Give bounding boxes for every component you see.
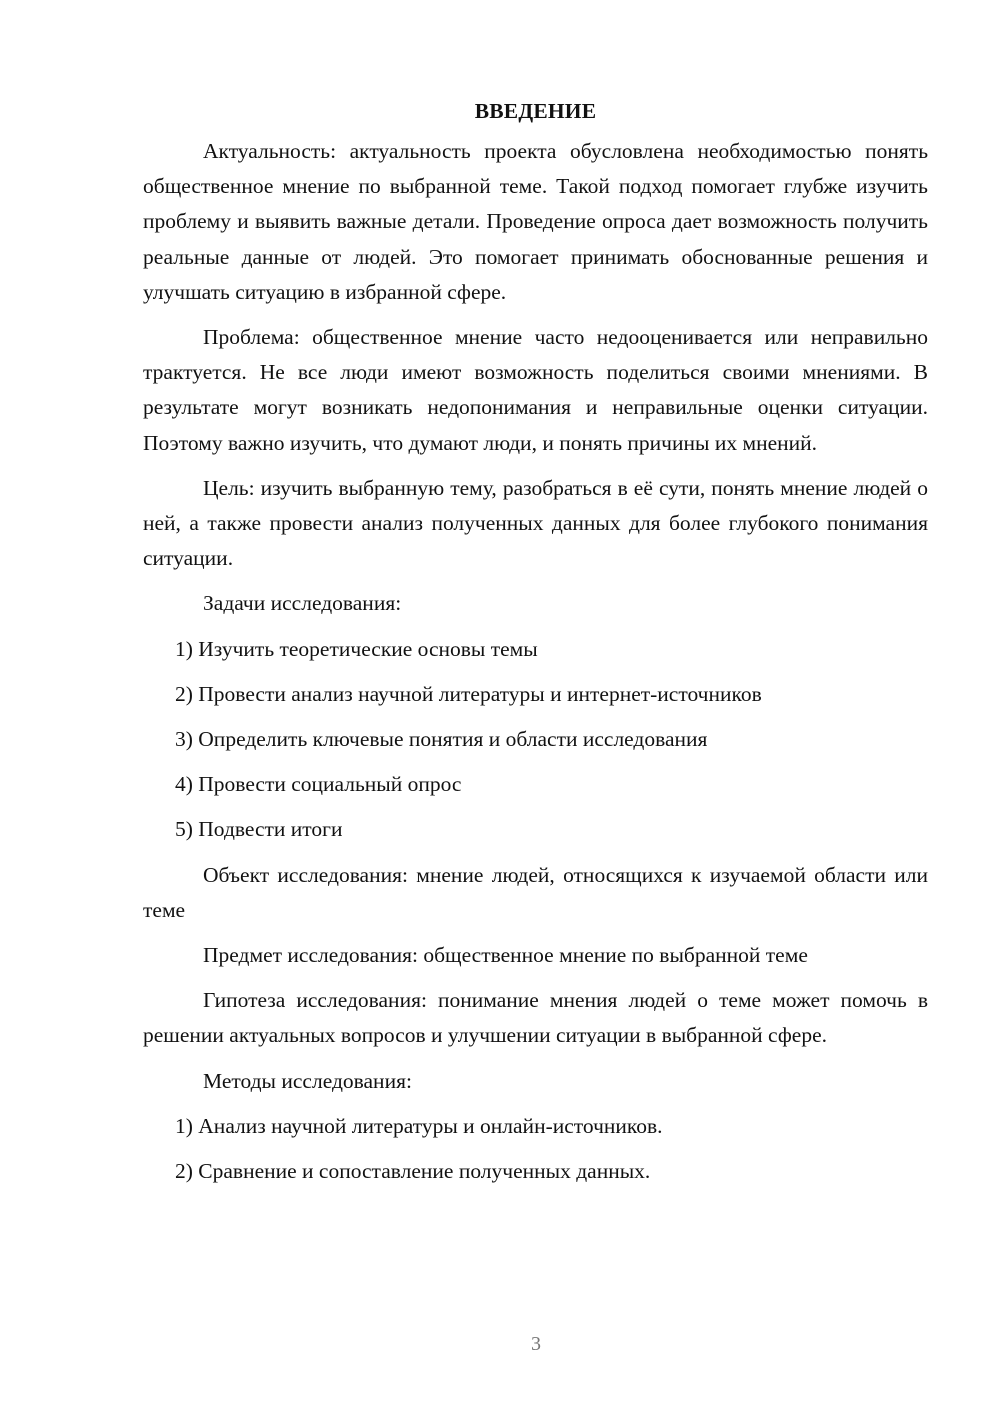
task-item: 2) Провести анализ научной литературы и интернет-источников: [175, 681, 762, 706]
relevance-paragraph: Актуальность: актуальность проекта обусловлена необходимостью понять общественное мнение по выбранной теме. Такой подход помогает глубже изучить проблему и выявить важные детали. Проведение опроса дает возможность получить реальные данные от людей. Это помогает принимать обоснованные решения и улучшать ситуацию в избранной сфере.: [143, 139, 928, 304]
method-item: 1) Анализ научной литературы и онлайн-источников.: [175, 1113, 663, 1138]
task-item: 3) Определить ключевые понятия и области исследования: [175, 727, 708, 752]
hypothesis-paragraph: Гипотеза исследования: понимание мнения людей о теме может помочь в решении актуальных вопросов и улучшении ситуации в выбранной сфере.: [143, 988, 928, 1048]
tasks-list: [143, 632, 928, 848]
tasks-heading: Задачи исследования:: [203, 591, 402, 616]
methods-heading: Методы исследования:: [203, 1068, 412, 1093]
methods-list: [143, 1109, 928, 1189]
task-item: 5) Подвести итоги: [175, 817, 343, 842]
problem-paragraph: Проблема: общественное мнение часто недооценивается или неправильно трактуется. Не все люди имеют возможность поделиться своими мнениями. В результате могут возникать недопонимания и неправильные оценки ситуации. Поэтому важно изучить, что думают люди, и понять причины их мнений.: [143, 325, 928, 455]
page-number: 3: [531, 1333, 541, 1355]
task-item: 1) Изучить теоретические основы темы: [175, 636, 538, 661]
page-title: ВВЕДЕНИЕ: [474, 99, 597, 123]
page-content: [143, 96, 928, 1199]
goal-paragraph: Цель: изучить выбранную тему, разобраться в её сути, понять мнение людей о ней, а также провести анализ полученных данных для более глубокого понимания ситуации.: [143, 475, 928, 571]
subject-paragraph: Предмет исследования: общественное мнение по выбранной теме: [203, 943, 808, 968]
task-item: 4) Провести социальный опрос: [175, 772, 462, 797]
object-paragraph: Объект исследования: мнение людей, относящихся к изучаемой области или теме: [143, 862, 928, 922]
method-item: 2) Сравнение и сопоставление полученных данных.: [175, 1159, 651, 1184]
